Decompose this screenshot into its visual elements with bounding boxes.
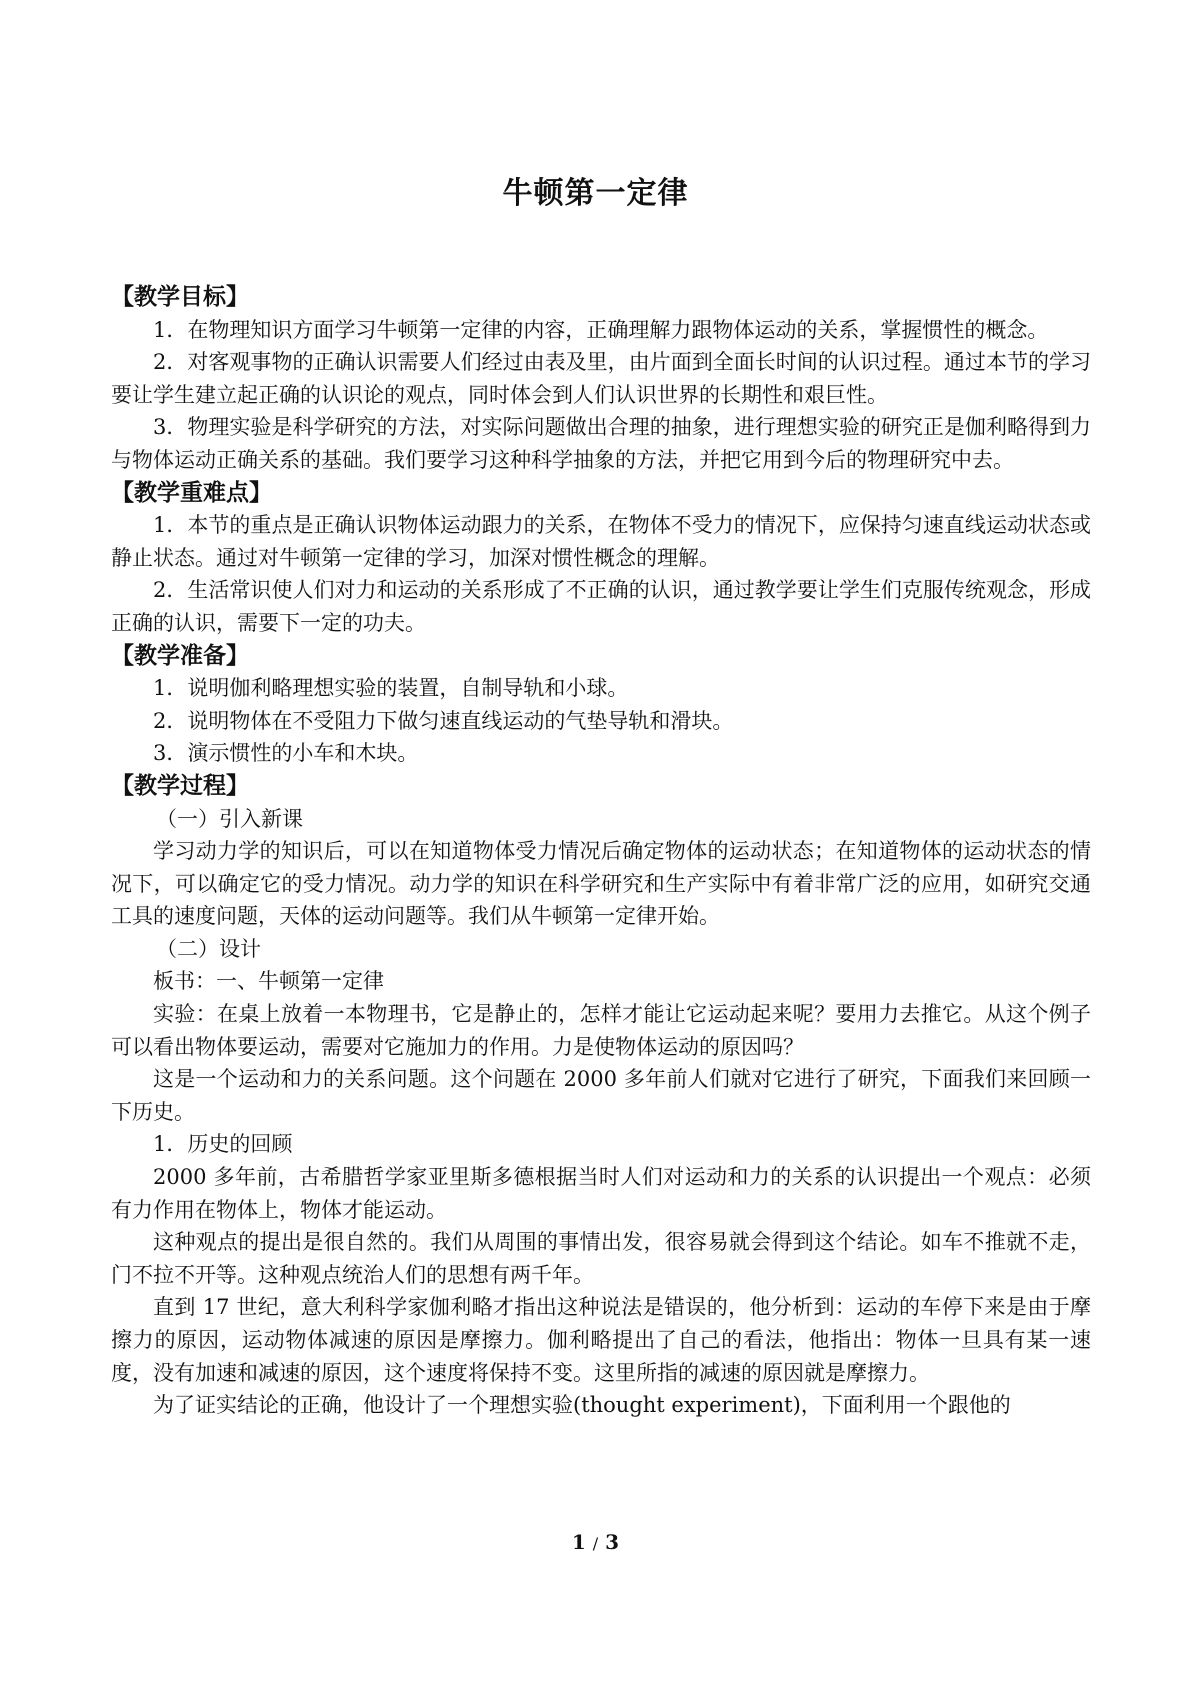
page-separator: / [592,1534,599,1553]
paragraph: 学习动力学的知识后，可以在知道物体受力情况后确定物体的运动状态；在知道物体的运动状态的情况下，可以确定它的受力情况。动力学的知识在科学研究和生产实际中有着非常广泛的应用，如研究交通工具的速度问题，天体的运动问题等。我们从牛顿第一定律开始。 [111,839,1091,929]
paragraph: 3．物理实验是科学研究的方法，对实际问题做出合理的抽象，进行理想实验的研究正是伽利略得到力与物体运动正确关系的基础。我们要学习这种科学抽象的方法，并把它用到今后的物理研究中去。 [111,415,1091,472]
section-heading-preparation: 【教学准备】 [111,642,249,669]
paragraph: 2．说明物体在不受阻力下做匀速直线运动的气垫导轨和滑块。 [153,708,734,733]
paragraph: 实验：在桌上放着一本物理书，它是静止的，怎样才能让它运动起来呢？要用力去推它。从这个例子可以看出物体要运动，需要对它施加力的作用。力是使物体运动的原因吗？ [111,1002,1091,1059]
page-current: 1 [571,1530,586,1554]
paragraph: 2000 多年前，古希腊哲学家亚里斯多德根据当时人们对运动和力的关系的认识提出一个观点：必须有力作用在物体上，物体才能运动。 [111,1165,1091,1222]
page-total: 3 [605,1530,620,1554]
paragraph: 3．演示惯性的小车和木块。 [153,741,419,766]
paragraph: 1．本节的重点是正确认识物体运动跟力的关系，在物体不受力的情况下，应保持匀速直线运动状态或静止状态。通过对牛顿第一定律的学习，加深对惯性概念的理解。 [111,513,1091,570]
paragraph: 2．对客观事物的正确认识需要人们经过由表及里，由片面到全面长时间的认识过程。通过本节的学习要让学生建立起正确的认识论的观点，同时体会到人们认识世界的长期性和艰巨性。 [111,350,1091,407]
paragraph: 为了证实结论的正确，他设计了一个理想实验(thought experiment)，下面利用一个跟他的 [153,1393,1011,1418]
paragraph: 1．在物理知识方面学习牛顿第一定律的内容，正确理解力跟物体运动的关系，掌握惯性的概念。 [153,317,1049,342]
page-number [0,1530,1191,1554]
section-heading-keypoints: 【教学重难点】 [111,479,272,506]
document-title: 牛顿第一定律 [502,176,689,211]
paragraph: 2．生活常识使人们对力和运动的关系形成了不正确的认识，通过教学要让学生们克服传统观念，形成正确的认识，需要下一定的功夫。 [111,578,1091,635]
section-heading-objectives: 【教学目标】 [111,284,249,310]
paragraph: 这是一个运动和力的关系问题。这个问题在 2000 多年前人们就对它进行了研究，下面我们来回顾一下历史。 [111,1067,1091,1124]
paragraph: 1．历史的回顾 [153,1132,293,1157]
subsection-heading: （一）引入新课 [156,806,303,831]
document-body [111,281,1091,1422]
paragraph: 1．说明伽利略理想实验的装置，自制导轨和小球。 [153,676,629,701]
paragraph: 直到 17 世纪，意大利科学家伽利略才指出这种说法是错误的，他分析到：运动的车停下来是由于摩擦力的原因，运动物体减速的原因是摩擦力。伽利略提出了自己的看法，他指出：物体一旦具有某一速度，没有加速和减速的原因，这个速度将保持不变。这里所指的减速的原因就是摩擦力。 [111,1295,1091,1385]
paragraph: 板书：一、牛顿第一定律 [153,969,384,994]
subsection-heading: （二）设计 [156,936,261,961]
section-heading-process: 【教学过程】 [111,772,249,799]
paragraph: 这种观点的提出是很自然的。我们从周围的事情出发，很容易就会得到这个结论。如车不推就不走，门不拉不开等。这种观点统治人们的思想有两千年。 [111,1230,1091,1287]
